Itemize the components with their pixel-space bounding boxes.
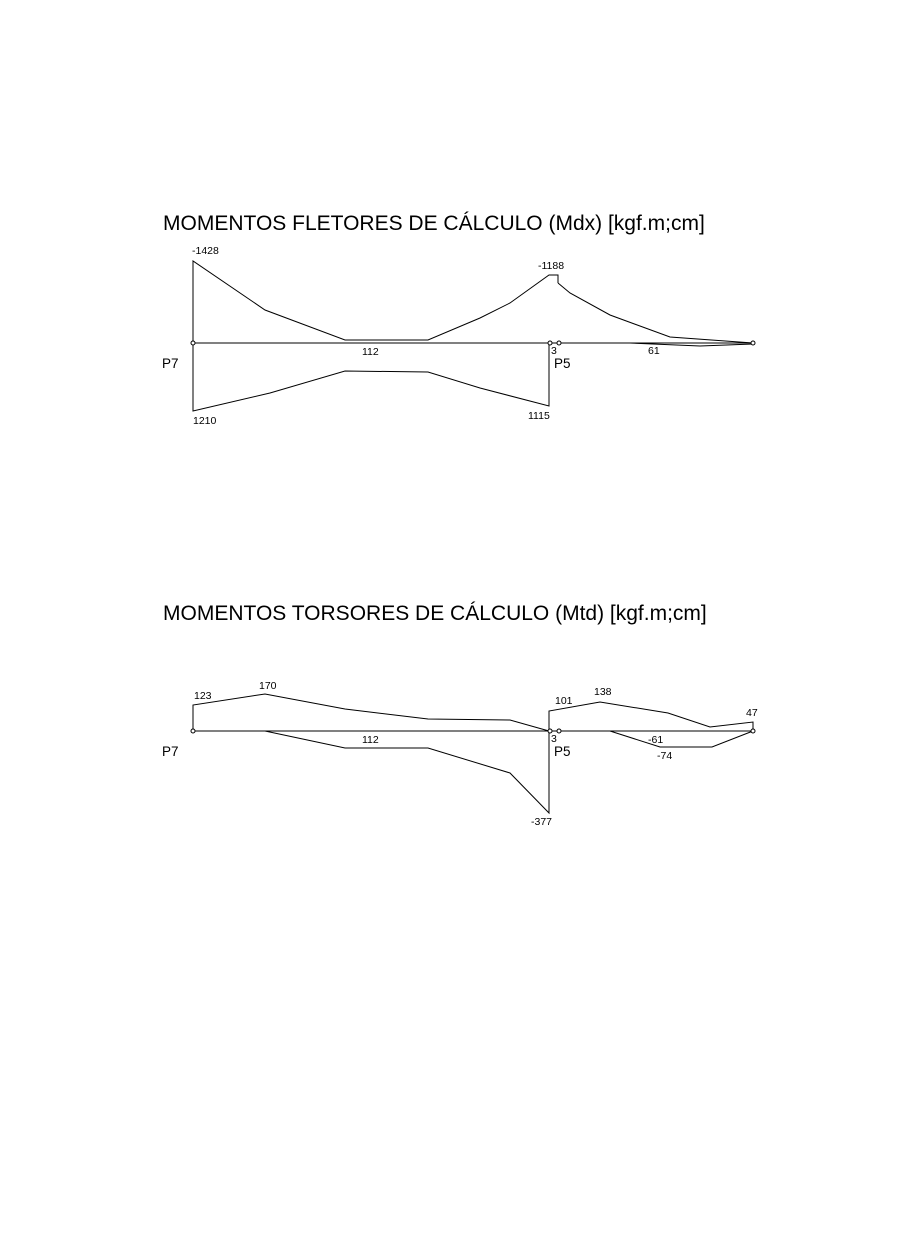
torsion-label-bottom-right: -74 <box>657 750 673 762</box>
torsion-label-span-mid: 112 <box>362 734 379 746</box>
bending-label-top-mid: -1188 <box>538 260 565 272</box>
torsion-label-top-left-peak: 170 <box>259 680 277 692</box>
torsion-label-node-mid: 3 <box>551 733 557 745</box>
torsion-support-p5: P5 <box>554 744 571 759</box>
bending-support-p7: P7 <box>162 356 179 371</box>
torsion-node-p5-b <box>557 729 561 733</box>
torsion-label-bottom-mid: -377 <box>531 816 553 828</box>
torsion-label-top-left: 123 <box>194 690 212 702</box>
torsion-moment-title: MOMENTOS TORSORES DE CÁLCULO (Mtd) [kgf.m;cm] <box>163 602 707 625</box>
torsion-lower-envelope-right <box>610 731 753 747</box>
bending-label-span-mid: 112 <box>362 346 379 358</box>
torsion-node-p7 <box>191 729 195 733</box>
bending-label-span-right: 61 <box>648 345 660 357</box>
torsion-lower-envelope-left <box>265 731 549 813</box>
torsion-label-top-right-start: 101 <box>555 695 573 707</box>
bending-label-bottom-left: 1210 <box>193 415 217 427</box>
torsion-label-span-right: -61 <box>648 734 664 746</box>
torsion-upper-envelope-right <box>549 702 753 731</box>
bending-label-node-mid: 3 <box>551 345 557 357</box>
torsion-support-p7: P7 <box>162 744 179 759</box>
bending-moment-title: MOMENTOS FLETORES DE CÁLCULO (Mdx) [kgf.m;cm] <box>163 212 705 235</box>
torsion-label-top-right-peak: 138 <box>594 686 612 698</box>
torsion-node-end <box>751 729 755 733</box>
bending-label-bottom-mid: 1115 <box>528 410 550 422</box>
bending-support-p5: P5 <box>554 356 571 371</box>
torsion-label-right-end: 47 <box>746 707 758 719</box>
torsion-upper-envelope-left <box>193 694 549 731</box>
bending-label-top-left: -1428 <box>192 245 219 257</box>
